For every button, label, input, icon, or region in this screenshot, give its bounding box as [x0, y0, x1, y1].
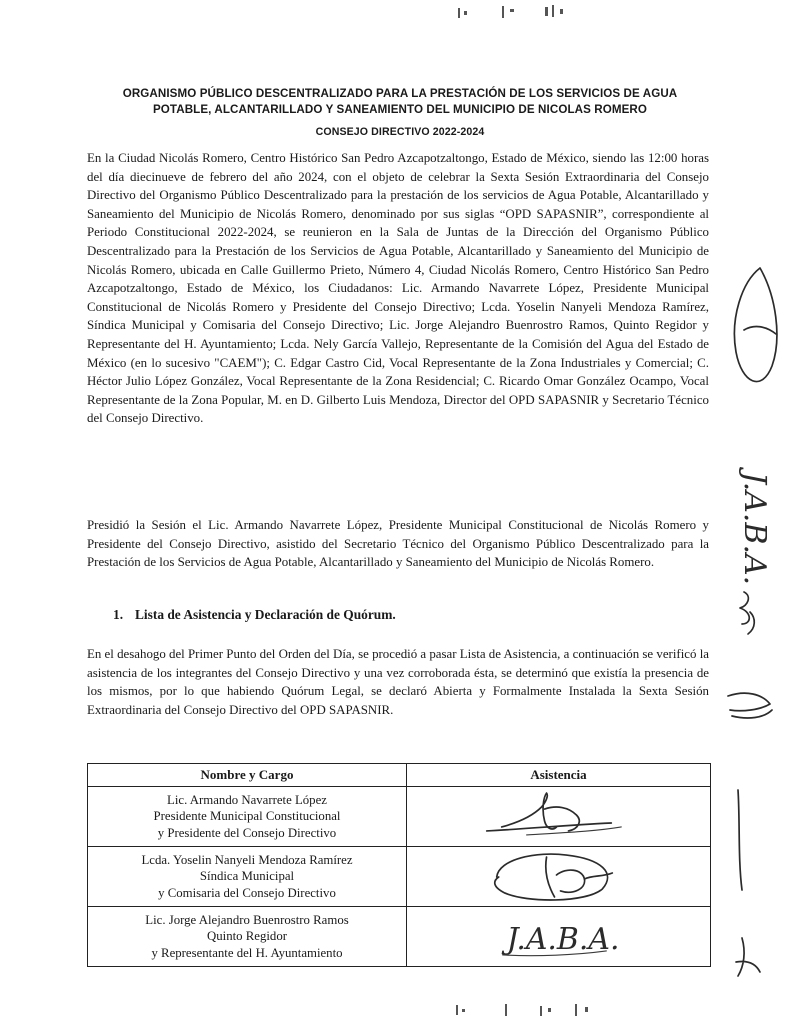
- organism-title-line2: POTABLE, ALCANTARILLADO Y SANEAMIENTO DEL MUNICIPIO DE NICOLAS ROMERO: [152, 103, 648, 116]
- margin-scribble: [740, 592, 754, 634]
- organism-title: [100, 86, 700, 118]
- member-role-council: y Presidente del Consejo Directivo: [157, 825, 337, 840]
- signature-cell: [407, 907, 711, 967]
- signature-mark: [407, 907, 710, 966]
- scan-artifacts-bottom: [456, 1004, 588, 1016]
- margin-signature-1: [734, 268, 776, 382]
- table-row: [88, 847, 711, 907]
- section-title: Lista de Asistencia y Declaración de Quórum.: [135, 607, 396, 622]
- header-asistencia: Asistencia: [407, 764, 711, 787]
- signature-cell: [407, 847, 711, 907]
- section-number: 1.: [113, 607, 124, 622]
- member-role: Síndica Municipal: [199, 869, 295, 884]
- member-cell: [88, 847, 407, 907]
- council-subtitle: CONSEJO DIRECTIVO 2022-2024: [315, 126, 485, 138]
- presided-paragraph: Presidió la Sesión el Lic. Armando Navarrete López, Presidente Municipal Constitucional de Nicolás Romero y Presidente del Consejo Directivo, asistido del Secretario Técnico del Organismo Público Descentralizado para la Prestación de los Servicios de Agua Potable, Alcantarillado y Saneamiento del Municipio de Nicolás Romero.: [87, 518, 709, 570]
- member-cell: [88, 907, 407, 967]
- table-row: [88, 787, 711, 847]
- signature-mark: [407, 847, 710, 906]
- member-name: Lcda. Yoselin Nanyeli Mendoza Ramírez: [141, 852, 353, 867]
- margin-signature-2: [728, 693, 772, 718]
- member-cell: [88, 787, 407, 847]
- member-role-council: y Representante del H. Ayuntamiento: [151, 945, 343, 960]
- table-row: [88, 907, 711, 967]
- member-name: Lic. Jorge Alejandro Buenrostro Ramos: [145, 912, 349, 927]
- margin-signature-3: [736, 938, 760, 976]
- header-name-cargo: Nombre y Cargo: [88, 764, 407, 787]
- member-name: Lic. Armando Navarrete López: [167, 792, 327, 807]
- intro-paragraph: En la Ciudad Nicolás Romero, Centro Histórico San Pedro Azcapotzaltongo, Estado de México, siendo las 12:00 horas del día diecinueve de febrero del año 2024, con el objeto de celebrar la Sexta Sesión Extraordinaria del Consejo Directivo del Organismo Público Descentralizado para la prestación de los servicios de Agua Potable, Alcantarillado y Saneamiento del Municipio de Nicolás Romero, denominado por sus siglas “OPD SAPASNIR”, correspondiente al Periodo Constitucional 2022-2024, se reunieron en la Sala de Juntas de la Dirección del Organismo Público Descentralizado para la Prestación de los Servicios de Agua Potable, Alcantarillado y Saneamiento del Municipio de Nicolás Romero, ubicada en Calle Guillermo Prieto, Número 4, Ciudad Nicolás Romero, Centro Histórico San Pedro Azcapotzaltongo, Estado de México, los Ciudadanos: Lic. Armando Navarrete López, Presidente Municipal Constitucional de Nicolás Romero y Presidente del Consejo Directivo; Lcda. Yoselin Nanyeli Mendoza Ramírez, Síndica Municipal y Comisaria del Consejo Directivo; Lic. Jorge Alejandro Buenrostro Ramos, Quinto Regidor y Representante del H. Ayuntamiento; Lcda. Nely García Vallejo, Representante de la Comisión del Agua del Estado de México (en lo sucesivo "CAEM"); C. Edgar Castro Cid, Vocal Representante de la Zona Industriales y Comercial; C. Héctor Julio López González, Vocal Representante de la Zona Residencial; C. Ricardo Omar González Ocampo, Vocal Representante de la Zona Popular, M. en D. Gilberto Luis Mendoza, Director del OPD SAPASNIR y Secretario Técnico del Consejo Directivo.: [87, 151, 709, 426]
- section-heading: [113, 607, 396, 623]
- member-role: Quinto Regidor: [207, 929, 287, 944]
- signature-mark: [407, 787, 710, 846]
- organism-title-line1: ORGANISMO PÚBLICO DESCENTRALIZADO PARA LA PRESTACIÓN DE LOS SERVICIOS DE AGUA: [122, 87, 678, 100]
- member-role: Presidente Municipal Constitucional: [153, 809, 341, 824]
- scan-artifacts-top: [458, 5, 563, 18]
- table-header-row: [88, 764, 711, 787]
- margin-initials: J.A.B.A.: [737, 472, 772, 586]
- signature-cell: [407, 787, 711, 847]
- quorum-paragraph: En el desahogo del Primer Punto del Orden del Día, se procedió a pasar Lista de Asistencia, a continuación se verificó la asistencia de los integrantes del Consejo Directivo y una vez corroborada ésta, se determinó que existía la presencia de los mismos, por lo que habiendo Quórum Legal, se declaró Abierta y Formalmente Instalada la Sexta Sesión Extraordinaria del Consejo Directivo del OPD SAPASNIR.: [87, 647, 709, 717]
- margin-stroke: [738, 790, 742, 890]
- attendance-table: [87, 763, 711, 967]
- handwritten-initials: J.A.B.A.: [506, 921, 620, 957]
- member-role-council: y Comisaria del Consejo Directivo: [158, 885, 336, 900]
